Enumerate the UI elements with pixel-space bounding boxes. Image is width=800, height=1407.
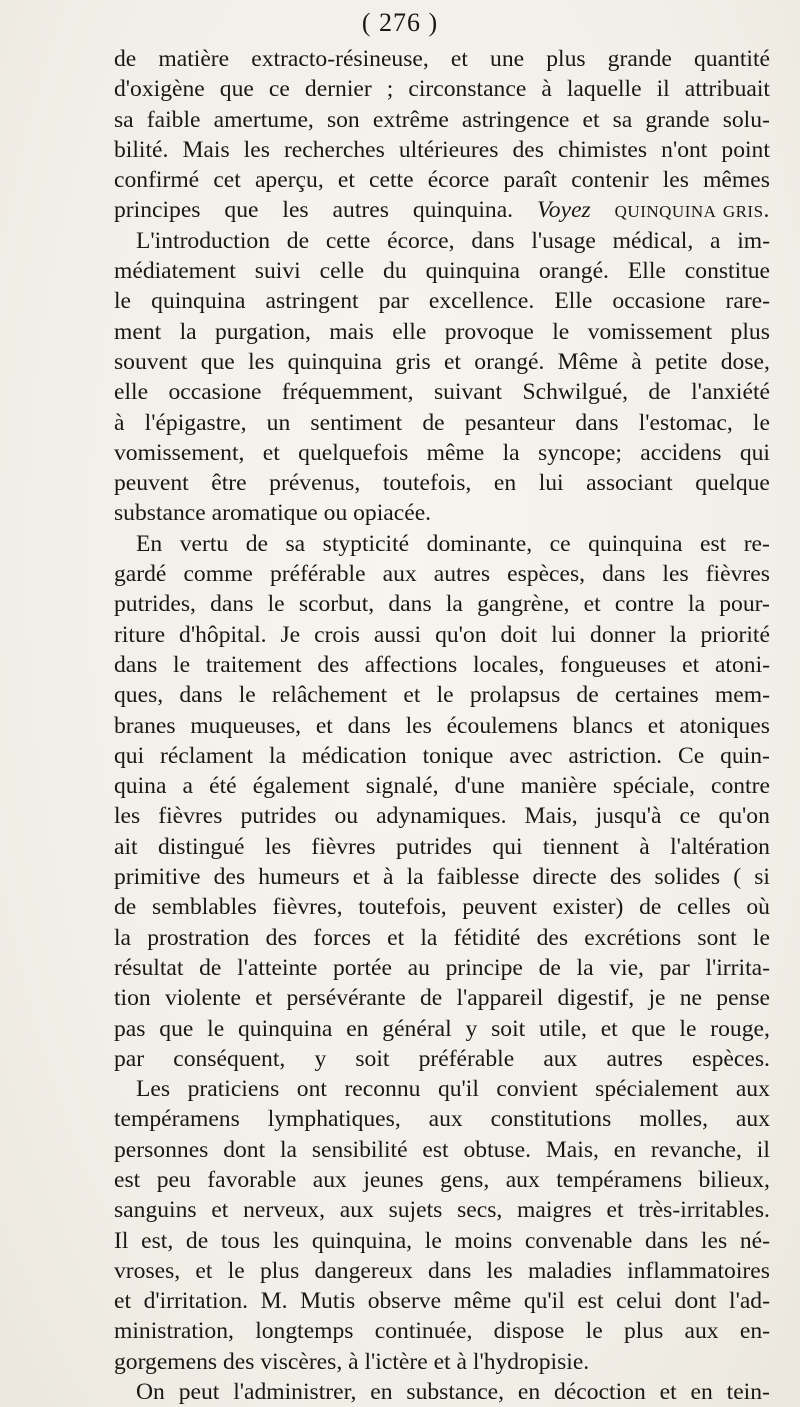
text-line: riture d'hôpital. Je crois aussi qu'on doit lui donner la priorité <box>114 621 770 648</box>
cross-reference-target: quinquina gris. <box>614 197 770 224</box>
text-line: sa faible amertume, son extrême astringence et sa grande solu- <box>114 106 770 133</box>
text-line: bilité. Mais les recherches ultérieures des chimistes n'ont point <box>114 136 770 163</box>
text-line: vomissement, et quelquefois même la syncope; accidens qui <box>114 439 770 466</box>
text-line: vroses, et le plus dangereux dans les maladies inflammatoires <box>114 1257 770 1284</box>
text-line: ques, dans le relâchement et le prolapsus de certaines mem- <box>114 682 770 709</box>
text-line: quina a été également signalé, d'une manière spéciale, contre <box>114 773 770 800</box>
text-line: pas que le quinquina en général y soit utile, et que le rouge, <box>114 1015 770 1042</box>
text-line: substance aromatique ou opiacée. <box>114 500 432 527</box>
text-line: peuvent être prévenus, toutefois, en lui associant quelque <box>114 470 770 497</box>
text-line: médiatement suivi celle du quinquina orangé. Elle constitue <box>114 258 770 285</box>
text-line: la prostration des forces et la fétidité des excrétions sont le <box>114 924 770 951</box>
text-line: personnes dont la sensibilité est obtuse. Mais, en revanche, il <box>114 1136 770 1163</box>
text-line: On peut l'administrer, en substance, en décoction et en tein- <box>136 1379 770 1406</box>
text-line: les fièvres putrides ou adynamiques. Mais, jusqu'à ce qu'on <box>114 803 770 830</box>
text-line: ait distingué les fièvres putrides qui tiennent à l'altération <box>114 833 770 860</box>
text-line: gorgemens des viscères, à l'ictère et à l'hydropisie. <box>114 1348 590 1375</box>
text-line: par conséquent, y soit préférable aux autres espèces. <box>114 1045 770 1072</box>
text-line: putrides, dans le scorbut, dans la gangrène, et contre la pour- <box>114 591 770 618</box>
cross-reference-voyez: Voyez <box>537 197 591 224</box>
text-line: tion violente et persévérante de l'appareil digestif, je ne pense <box>114 985 770 1012</box>
text-line: Les praticiens ont reconnu qu'il convient spécialement aux <box>136 1076 770 1103</box>
text-line: principes que les autres quinquina. Voyez quinquina gris. <box>114 195 770 225</box>
text-line: L'introduction de cette écorce, dans l'usage médical, a im- <box>136 227 770 254</box>
text-line: elle occasione fréquemment, suivant Schwilgué, de l'anxiété <box>114 379 770 406</box>
text-line: sanguins et nerveux, aux sujets secs, maigres et très-irritables. <box>114 1197 770 1224</box>
text-line: qui réclament la médication tonique avec astriction. Ce quin- <box>114 742 770 769</box>
text-line: confirmé cet aperçu, et cette écorce paraît contenir les mêmes <box>114 167 770 194</box>
text-line: le quinquina astringent par excellence. Elle occasione rare- <box>114 288 770 315</box>
text-line: à l'épigastre, un sentiment de pesanteur dans l'estomac, le <box>114 409 770 436</box>
text-line: gardé comme préférable aux autres espèces, dans les fièvres <box>114 561 770 588</box>
text-line: de semblables fièvres, toutefois, peuvent exister) de celles où <box>114 894 770 921</box>
text-line: ministration, longtemps continuée, dispose le plus aux en- <box>114 1318 770 1345</box>
text-line: résultat de l'atteinte portée au principe de la vie, par l'irrita- <box>114 954 770 981</box>
text-line: ment la purgation, mais elle provoque le vomissement plus <box>114 318 770 345</box>
text-line: est peu favorable aux jeunes gens, aux tempéramens bilieux, <box>114 1166 770 1193</box>
text-line: de matière extracto-résineuse, et une plus grande quantité <box>114 46 770 72</box>
text-line: dans le traitement des affections locales, fongueuses et atoni- <box>114 651 770 678</box>
text-line: Il est, de tous les quinquina, le moins convenable dans les né- <box>114 1227 770 1254</box>
text-line: En vertu de sa stypticité dominante, ce quinquina est re- <box>136 530 770 557</box>
page-number: ( 276 ) <box>361 8 439 37</box>
body-text <box>114 44 770 1407</box>
text-line: tempéramens lymphatiques, aux constitutions molles, aux <box>114 1106 770 1133</box>
text-line: souvent que les quinquina gris et orangé. Même à petite dose, <box>114 348 770 375</box>
text-line: d'oxigène que ce dernier ; circonstance à laquelle il attribuait <box>114 76 770 103</box>
text-line: branes muqueuses, et dans les écoulemens blancs et atoniques <box>114 712 770 739</box>
text-line: et d'irritation. M. Mutis observe même qu'il est celui dont l'ad- <box>114 1288 770 1315</box>
text-line: primitive des humeurs et à la faiblesse directe des solides ( si <box>114 864 770 891</box>
